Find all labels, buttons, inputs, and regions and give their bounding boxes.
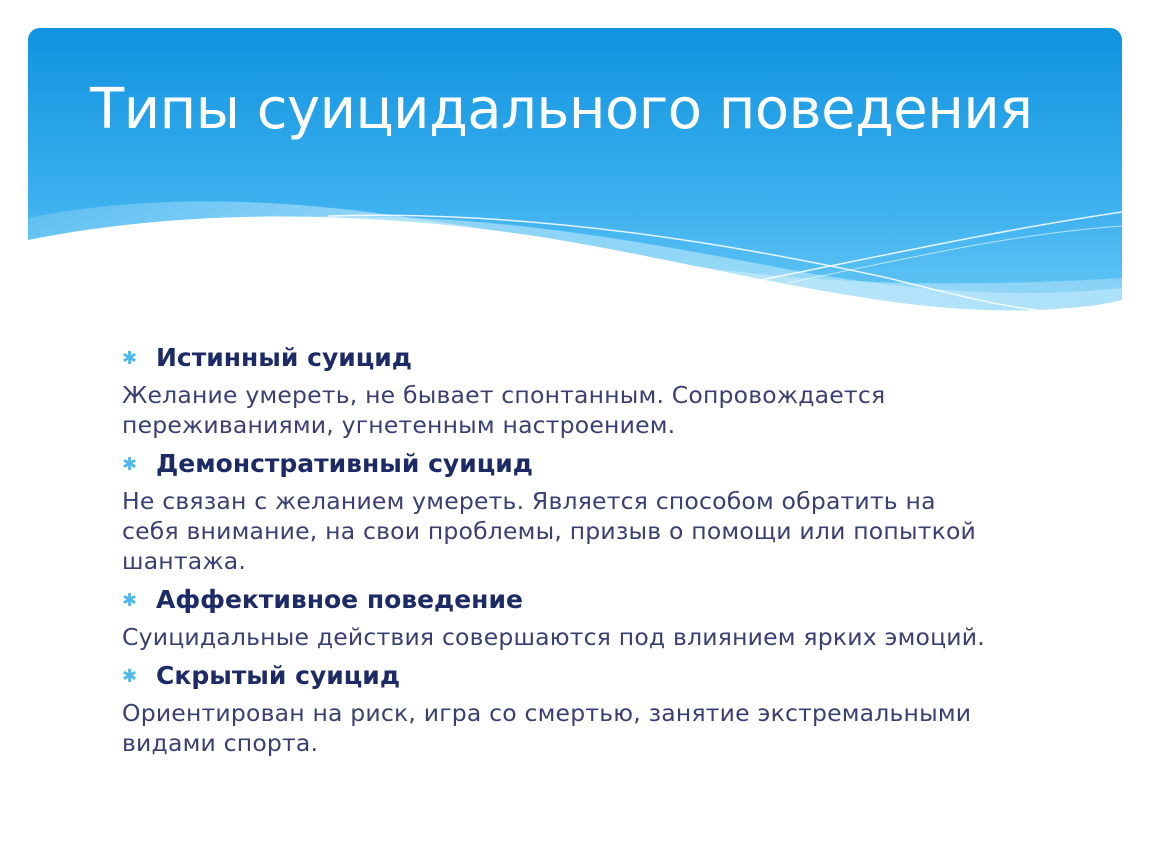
item-description: Ориентирован на риск, игра со смертью, занятие экстремальными видами спорта. bbox=[122, 699, 972, 757]
item-description: Желание умереть, не бывает спонтанным. Сопровождается переживаниями, угнетенным настроением. bbox=[122, 381, 886, 439]
item-heading: Истинный суицид bbox=[156, 343, 412, 372]
item-heading: Демонстративный суицид bbox=[156, 449, 533, 478]
item-description: Суицидальные действия совершаются под влиянием ярких эмоций. bbox=[122, 623, 985, 651]
header-wave-banner bbox=[28, 28, 1122, 328]
list-item bbox=[122, 654, 1082, 758]
list-item bbox=[122, 442, 1082, 576]
slide-title: Типы суицидального поведения bbox=[90, 77, 1033, 142]
item-heading: Скрытый суицид bbox=[156, 661, 401, 690]
asterisk-bullet-icon: ✱ bbox=[122, 454, 138, 475]
item-description: Не связан с желанием умереть. Является способом обратить на себя внимание, на свои проблемы, призыв о помощи или попыткой шантажа. bbox=[122, 487, 977, 575]
list-item bbox=[122, 336, 1082, 440]
asterisk-bullet-icon: ✱ bbox=[122, 666, 138, 687]
bullet-list bbox=[122, 336, 1082, 760]
asterisk-bullet-icon: ✱ bbox=[122, 590, 138, 611]
wave-background bbox=[28, 28, 1122, 328]
asterisk-bullet-icon: ✱ bbox=[122, 348, 138, 369]
list-item bbox=[122, 578, 1082, 652]
item-heading: Аффективное поведение bbox=[156, 585, 523, 614]
